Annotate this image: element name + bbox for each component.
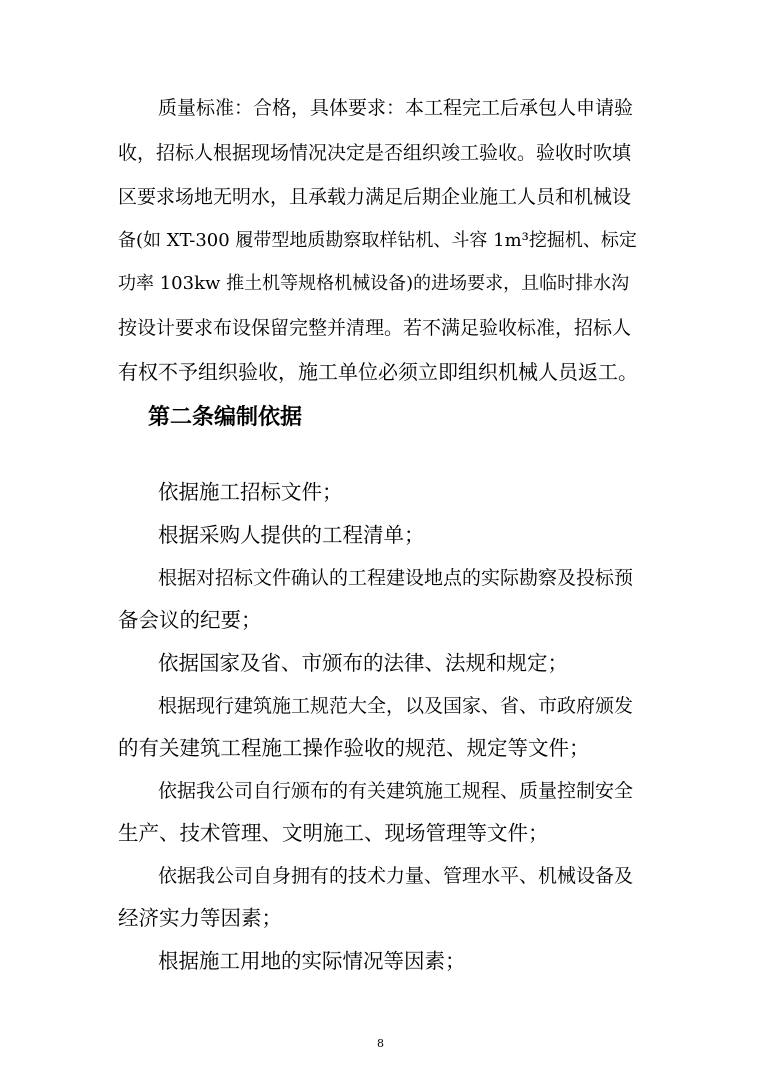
page-number: 8	[377, 1037, 384, 1050]
list-item: 依据国家及省、市颁布的法律、法规和规定；	[158, 651, 568, 675]
paragraph-line: 按设计要求布设保留完整并清理。若不满足验收标准，招标人	[118, 317, 632, 339]
list-item: 根据现行建筑施工规范大全，以及国家、省、市政府颁发	[158, 695, 634, 717]
paragraph-line: 备(如 XT-300 履带型地质勘察取样钻机、斗容 1m³挖掘机、标定	[118, 230, 637, 251]
list-item: 依据我公司自行颁布的有关建筑施工规程、质量控制安全	[158, 780, 634, 802]
list-item: 根据采购人提供的工程清单；	[158, 523, 425, 547]
list-item: 根据对招标文件确认的工程建设地点的实际勘察及投标预	[158, 567, 634, 589]
list-item-continuation: 经济实力等因素；	[118, 906, 282, 930]
list-item-continuation: 的有关建筑工程施工操作验收的规范、规定等文件；	[118, 736, 590, 760]
paragraph-line: 区要求场地无明水，且承载力满足后期企业施工人员和机械设	[118, 186, 632, 208]
list-item: 依据我公司自身拥有的技术力量、管理水平、机械设备及	[158, 865, 634, 887]
list-item: 根据施工用地的实际情况等因素；	[158, 949, 466, 973]
list-item: 依据施工招标文件；	[158, 480, 343, 504]
list-item-continuation: 备会议的纪要；	[118, 608, 262, 632]
paragraph-line: 收，招标人根据现场情况决定是否组织竣工验收。验收时吹填	[118, 142, 632, 164]
list-item-continuation: 生产、技术管理、文明施工、现场管理等文件；	[118, 821, 549, 845]
paragraph-line: 功率 103kw 推土机等规格机械设备)的进场要求，且临时排水沟	[118, 273, 630, 294]
section-heading: 第二条编制依据	[148, 405, 303, 430]
paragraph-line: 有权不予组织验收，施工单位必须立即组织机械人员返工。	[118, 360, 638, 384]
paragraph-line: 质量标准：合格，具体要求：本工程完工后承包人申请验	[158, 97, 634, 119]
